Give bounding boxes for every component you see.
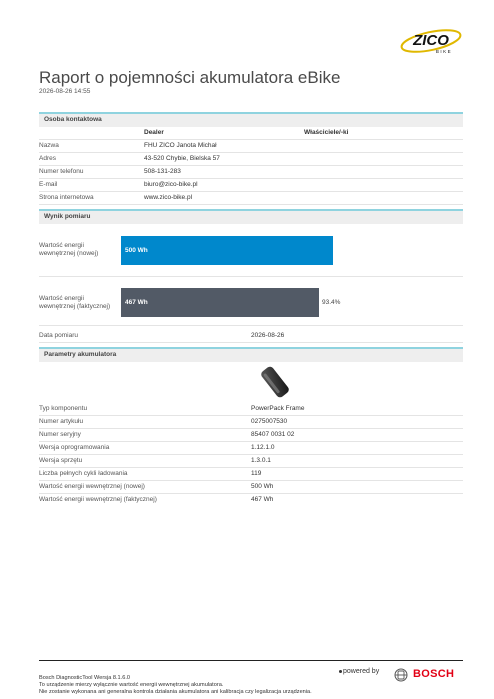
battery-label: Wartość energii wewnętrznej (nowej) — [39, 483, 145, 490]
battery-value: PowerPack Frame — [251, 405, 305, 412]
dealer-column-header: Dealer — [144, 129, 164, 136]
battery-row-cycles — [39, 467, 463, 481]
bar-label-new: Wartość energii wewnętrznej (nowej) — [39, 242, 99, 257]
contact-value: FHU ZICO Janota Michał — [144, 142, 217, 149]
battery-row-type — [39, 402, 463, 416]
energy-actual-bar — [121, 288, 319, 317]
footer-tool-version: Bosch DiagnosticTool Wersja 8.1.6.0 — [39, 675, 130, 681]
contact-section-title: Osoba kontaktowa — [44, 116, 102, 123]
energy-actual-bar-value: 467 Wh — [125, 299, 148, 306]
bosch-logo: BOSCH — [413, 668, 455, 680]
report-datetime: 2026-08-26 14:55 — [39, 88, 91, 95]
result-section-title: Wynik pomiaru — [44, 213, 91, 220]
zico-bike-logo — [400, 26, 462, 56]
battery-value: 500 Wh — [251, 483, 274, 490]
energy-new-bar — [121, 236, 333, 265]
bosch-armature-icon — [394, 668, 408, 682]
contact-label: Numer telefonu — [39, 168, 84, 175]
battery-section-title: Parametry akumulatora — [44, 351, 117, 358]
divider — [39, 325, 463, 326]
energy-percent: 93.4% — [322, 299, 341, 306]
energy-new-bar-value: 500 Wh — [125, 247, 148, 254]
battery-label: Numer seryjny — [39, 431, 81, 438]
battery-label: Wersja oprogramowania — [39, 444, 110, 451]
powered-by-label: powered by — [343, 668, 380, 675]
powered-by-text — [339, 668, 379, 675]
logo-brand: ZICO — [413, 32, 449, 49]
battery-row-serial — [39, 428, 463, 442]
contact-label: Adres — [39, 155, 56, 162]
battery-label: Liczba pełnych cykli ładowania — [39, 470, 128, 477]
contact-value: biuro@zico-bike.pl — [144, 181, 198, 188]
footer-note-2: Nie zostanie wykonana ani generalna kontrola działania akumulatora ani kalibracja czy legalizacja urządzenia. — [39, 689, 312, 695]
measurement-date-value: 2026-08-26 — [251, 332, 285, 339]
contact-value: 43-520 Chybie, Bielska 57 — [144, 155, 220, 162]
battery-value: 1.3.0.1 — [251, 457, 271, 464]
contact-row-email — [39, 178, 463, 192]
battery-value: 85407 0031 02 — [251, 431, 295, 438]
contact-value: 508-131-283 — [144, 168, 181, 175]
battery-row-article — [39, 415, 463, 429]
measurement-date-label: Data pomiaru — [39, 332, 79, 339]
contact-label: Strona internetowa — [39, 194, 94, 201]
battery-label: Numer artykułu — [39, 418, 84, 425]
contact-row-website — [39, 191, 463, 205]
contact-section-header — [39, 112, 463, 127]
battery-label: Wartość energii wewnętrznej (faktycznej) — [39, 496, 157, 503]
bar-label-actual: Wartość energii wewnętrznej (faktycznej) — [39, 295, 111, 310]
footer-divider — [39, 660, 463, 661]
battery-row-energy-actual — [39, 493, 463, 506]
contact-value: www.zico-bike.pl — [144, 194, 193, 201]
battery-row-hardware — [39, 454, 463, 468]
contact-column-headers — [39, 126, 463, 140]
contact-row-address — [39, 152, 463, 166]
page-title: Raport o pojemności akumulatora eBike — [39, 68, 341, 87]
battery-label: Wersja sprzętu — [39, 457, 83, 464]
powered-dot-icon — [339, 670, 342, 673]
battery-value: 0275007530 — [251, 418, 288, 425]
battery-value: 119 — [251, 470, 262, 477]
contact-label: Nazwa — [39, 142, 59, 149]
logo-sub: BIKE — [435, 49, 453, 54]
footer-note-1: To urządzenie mierzy wyłącznie wartość energii wewnętrznej akumulatora. — [39, 682, 224, 688]
battery-label: Typ komponentu — [39, 405, 88, 412]
battery-row-software — [39, 441, 463, 455]
owner-column-header: Właściciele/-ki — [304, 129, 349, 136]
battery-value: 1.12.1.0 — [251, 444, 275, 451]
measurement-date-row — [39, 329, 463, 343]
divider — [39, 276, 463, 277]
battery-row-energy-new — [39, 480, 463, 494]
contact-row-phone — [39, 165, 463, 179]
contact-row-name — [39, 139, 463, 153]
battery-section-header — [39, 347, 463, 362]
battery-value: 467 Wh — [251, 496, 274, 503]
contact-label: E-mail — [39, 181, 58, 188]
result-section-header — [39, 209, 463, 224]
battery-pack-icon — [254, 365, 298, 399]
